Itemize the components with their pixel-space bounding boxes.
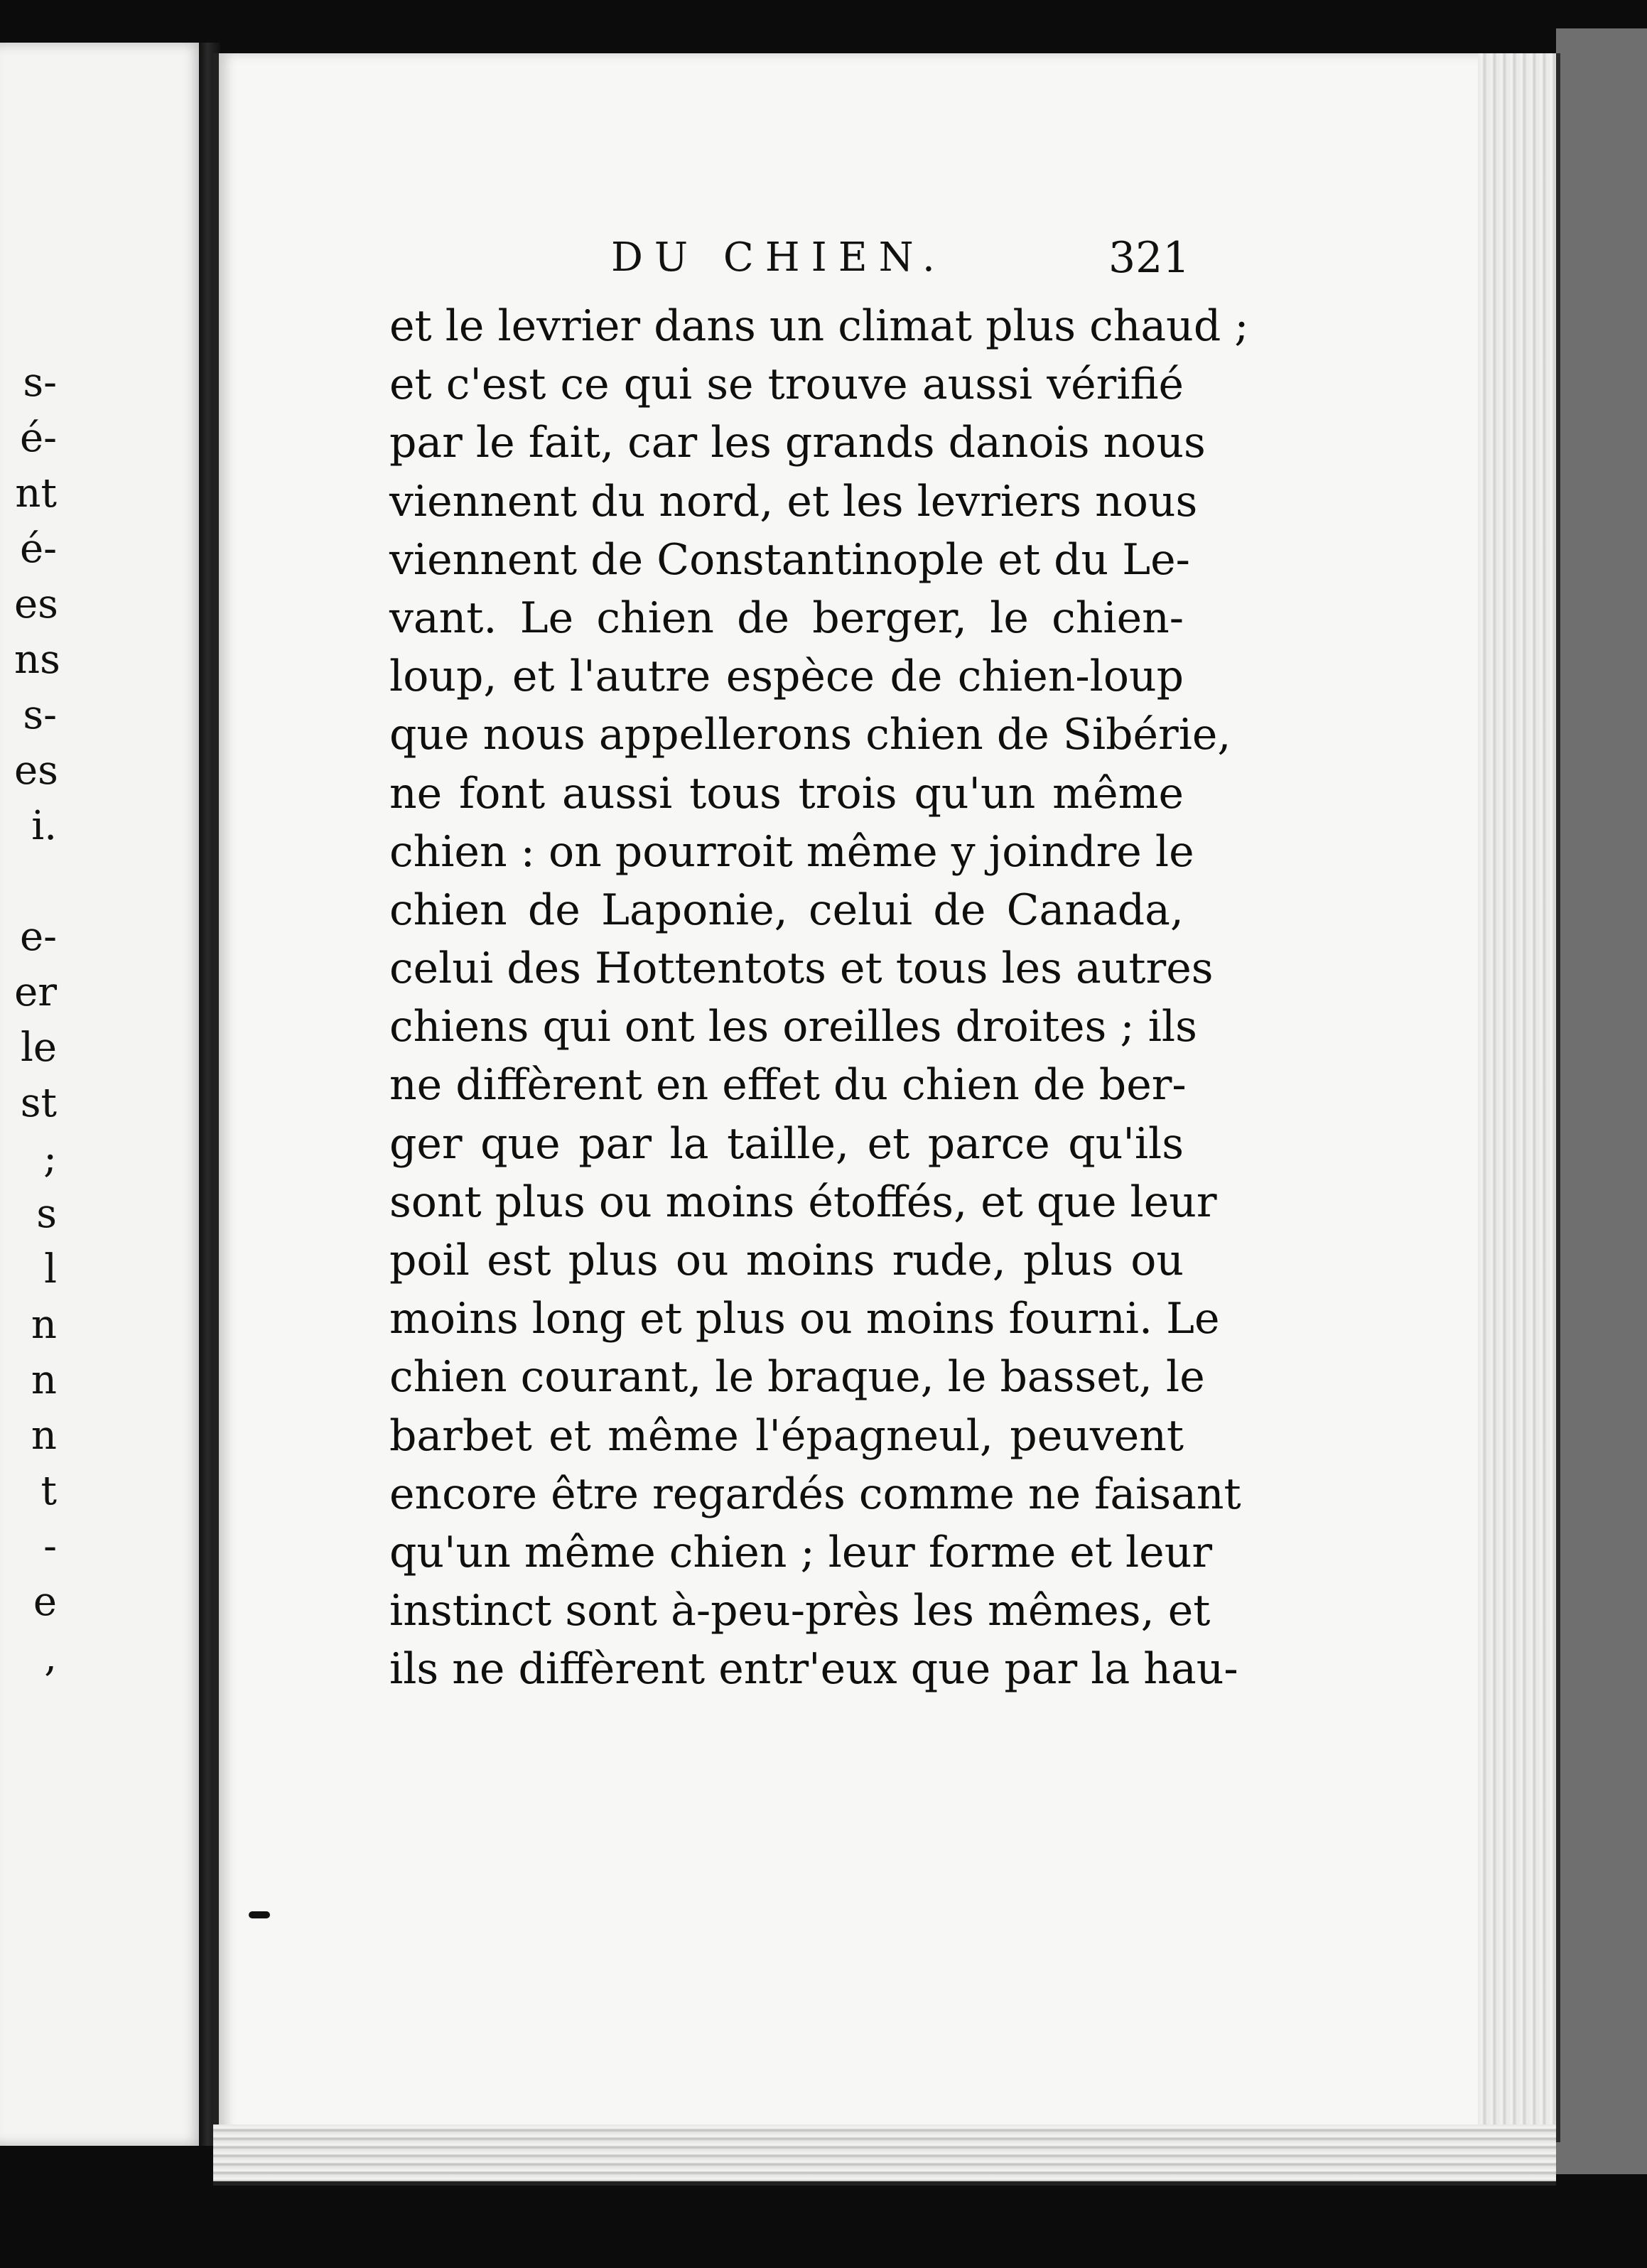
text-line: sont plus ou moins étoffés, et que leur [389, 1177, 1217, 1227]
text-line: chien courant, le braque, le basset, le [389, 1352, 1205, 1403]
edge-fragment: ; [43, 1135, 57, 1182]
edge-fragment: t [40, 1468, 57, 1514]
page-bottom-edge [213, 2124, 1556, 2186]
edge-fragment: es [14, 581, 58, 627]
text-line: viennent du nord, et les levriers nous [389, 476, 1198, 526]
text-line: et c'est ce qui se trouve aussi vérifié [389, 360, 1184, 410]
text-line: chien de Laponie, celui de Canada, [389, 885, 1184, 935]
running-head [384, 226, 1190, 290]
text-line: chien : on pourroit même y joindre le [389, 826, 1194, 877]
edge-fragment: ns [14, 637, 60, 683]
edge-fragment: er [14, 969, 57, 1015]
edge-fragment: s- [23, 692, 57, 738]
text-line: ne diffèrent en effet du chien de ber- [389, 1060, 1187, 1111]
edge-fragment: e [33, 1579, 57, 1625]
page-fore-edge [1478, 53, 1560, 2142]
edge-fragment: st [20, 1080, 57, 1126]
text-line: poil est plus ou moins rude, plus ou [389, 1236, 1184, 1285]
left-page-edge-text [14, 355, 60, 1685]
text-line: et le levrier dans un climat plus chaud ; [389, 301, 1249, 351]
edge-fragment: nt [15, 470, 57, 517]
edge-fragment: l [44, 1246, 57, 1292]
edge-fragment: n [31, 1302, 57, 1348]
edge-fragment: é- [19, 415, 57, 461]
text-line: ger que par la taille, et parce qu'ils [389, 1118, 1184, 1169]
edge-fragment: , [44, 1634, 57, 1680]
text-line: chiens qui ont les oreilles droites ; ils [389, 1002, 1197, 1052]
edge-fragment: s- [23, 360, 57, 406]
page-number: 321 [1108, 233, 1190, 283]
text-line: qu'un même chien ; leur forme et leur [389, 1527, 1213, 1577]
edge-fragment: n [31, 1357, 57, 1403]
text-line: loup, et l'autre espèce de chien-loup [389, 652, 1184, 702]
ink-blot [249, 1911, 270, 1918]
edge-fragment: n [31, 1413, 57, 1459]
book-cover-edge [1556, 28, 1647, 2174]
running-title: DU CHIEN. [611, 234, 946, 281]
text-line: instinct sont à-peu-près les mêmes, et [389, 1586, 1211, 1636]
text-line: ne font aussi tous trois qu'un même [389, 768, 1184, 819]
body-text [389, 297, 1249, 1699]
edge-fragment: - [43, 1523, 57, 1570]
edge-fragment: le [20, 1025, 57, 1071]
text-line: vant. Le chien de berger, le chien- [389, 593, 1184, 643]
text-line: celui des Hottentots et tous les autres [389, 944, 1214, 994]
text-line: moins long et plus ou moins fourni. Le [389, 1294, 1220, 1344]
edge-fragment: e- [19, 914, 57, 960]
edge-fragment [14, 854, 57, 909]
text-line: barbet et même l'épagneul, peuvent [389, 1410, 1184, 1461]
edge-fragment: s [36, 1191, 57, 1237]
edge-fragment: i. [31, 803, 57, 849]
text-line: viennent de Constantinople et du Le- [389, 534, 1190, 585]
text-line: par le fait, car les grands danois nous [389, 418, 1206, 468]
text-line: encore être regardés comme ne faisant [389, 1469, 1241, 1519]
edge-fragment: es [14, 747, 58, 794]
edge-fragment: é- [19, 526, 57, 572]
text-line: que nous appellerons chien de Sibérie, [389, 710, 1231, 760]
text-line: ils ne diffèrent entr'eux que par la hau- [389, 1644, 1238, 1695]
left-page [0, 43, 210, 2146]
